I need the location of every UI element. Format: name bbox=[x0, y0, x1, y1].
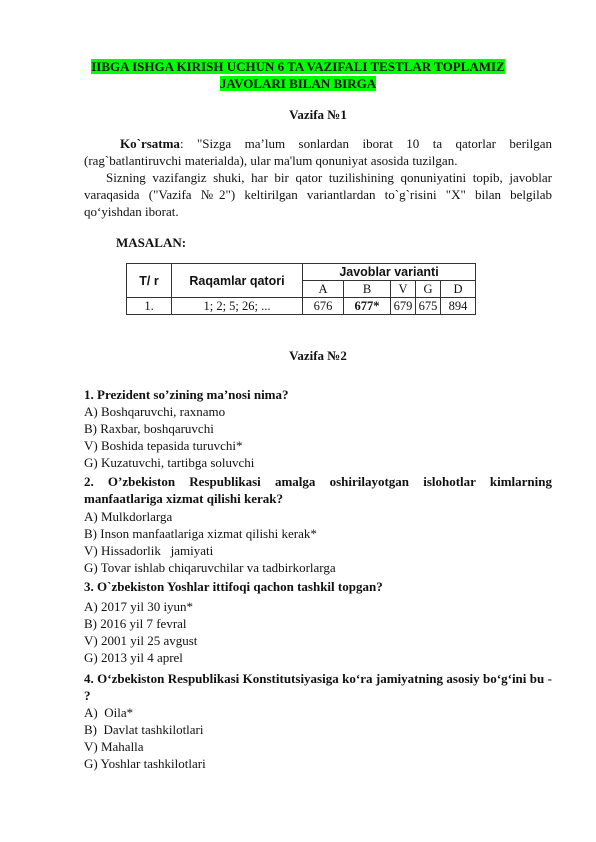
q1-answer-b: B) Raxbar, boshqaruvchi bbox=[84, 421, 214, 436]
question-1: 1. Prezident so’zining ma’nosi nima? bbox=[84, 387, 289, 402]
example-label: MASALAN: bbox=[116, 235, 187, 250]
table-header-number: T/ r bbox=[127, 264, 172, 298]
q4-answer-v: V) Mahalla bbox=[84, 739, 144, 754]
question-3: 3. O`zbekiston Yoshlar ittifoqi qachon tashkil topgan? bbox=[84, 579, 383, 594]
q2-answer-g: G) Tovar ishlab chiqaruvchilar va tadbirkorlarga bbox=[84, 560, 336, 575]
example-table bbox=[126, 263, 476, 315]
table-row-series: 1; 2; 5; 26; ... bbox=[172, 298, 303, 315]
table-option-v: V bbox=[391, 281, 416, 298]
table-option-d: D bbox=[441, 281, 476, 298]
instruction-paragraph bbox=[84, 135, 552, 169]
document-title bbox=[70, 58, 526, 92]
title-line-2: JAVOLARI BILAN BIRGA bbox=[219, 76, 377, 91]
instruction-text: : "Sizga ma’lum sonlardan iborat 10 ta qatorlar berilgan (rag`batlantiruvchi materialda), ular ma'lum qonuniyat asosida tuzilgan. bbox=[84, 136, 552, 168]
title-line-1: IIBGA ISHGA KIRISH UCHUN 6 TA VAZIFALI TESTLAR TOPLAMIZ bbox=[91, 59, 505, 74]
q4-answer-a: A) Oila* bbox=[84, 705, 134, 720]
q3-answer-g: G) 2013 yil 4 aprel bbox=[84, 650, 183, 665]
q2-answer-v: V) Hissadorlik jamiyati bbox=[84, 543, 214, 558]
q1-answer-v: V) Boshida tepasida turuvchi* bbox=[84, 438, 243, 453]
q4-answer-b: B) Davlat tashkilotlari bbox=[84, 722, 204, 737]
q3-answer-v: V) 2001 yil 25 avgust bbox=[84, 633, 198, 648]
q2-answer-a: A) Mulkdorlarga bbox=[84, 509, 173, 524]
table-value-g: 675 bbox=[416, 298, 441, 315]
table-row-number: 1. bbox=[127, 298, 172, 315]
question-2: 2. O’zbekiston Respublikasi amalga oshirilayotgan islohotlar kimlarning manfaatlariga xizmat qilishi kerak? bbox=[84, 474, 552, 506]
instruction-label: Ko`rsatma bbox=[120, 136, 180, 151]
table-value-d: 894 bbox=[441, 298, 476, 315]
q1-answer-g: G) Kuzatuvchi, tartibga soluvchi bbox=[84, 455, 255, 470]
table-option-b: B bbox=[344, 281, 391, 298]
q3-answer-b: B) 2016 yil 7 fevral bbox=[84, 616, 187, 631]
task1-heading: Vazifa №1 bbox=[289, 107, 347, 122]
table-header-answers: Javoblar varianti bbox=[303, 264, 476, 281]
q1-answer-a: A) Boshqaruvchi, raxnamo bbox=[84, 404, 226, 419]
task-description-paragraph: Sizning vazifangiz shuki, har bir qator tuzilishining qonuniyatini topib, javoblar varaqasida ("Vazifa №2") keltirilgan variantlardan to`g`risini "X" bilan belgilab qo‘yishdan iborat. bbox=[84, 170, 552, 219]
table-option-g: G bbox=[416, 281, 441, 298]
question-4: 4. O‘zbekiston Respublikasi Konstitutsiyasiga ko‘ra jamiyatning asosiy bo‘g‘ini bu - ? bbox=[84, 671, 552, 703]
table-option-a: A bbox=[303, 281, 344, 298]
q3-answer-a: A) 2017 yil 30 iyun* bbox=[84, 599, 194, 614]
table-value-b: 677* bbox=[344, 298, 391, 315]
q2-answer-b: B) Inson manfaatlariga xizmat qilishi kerak* bbox=[84, 526, 317, 541]
table-header-series: Raqamlar qatori bbox=[172, 264, 303, 298]
table-value-a: 676 bbox=[303, 298, 344, 315]
table-value-v: 679 bbox=[391, 298, 416, 315]
task2-heading: Vazifa №2 bbox=[289, 348, 347, 363]
q4-answer-g: G) Yoshlar tashkilotlari bbox=[84, 756, 206, 771]
